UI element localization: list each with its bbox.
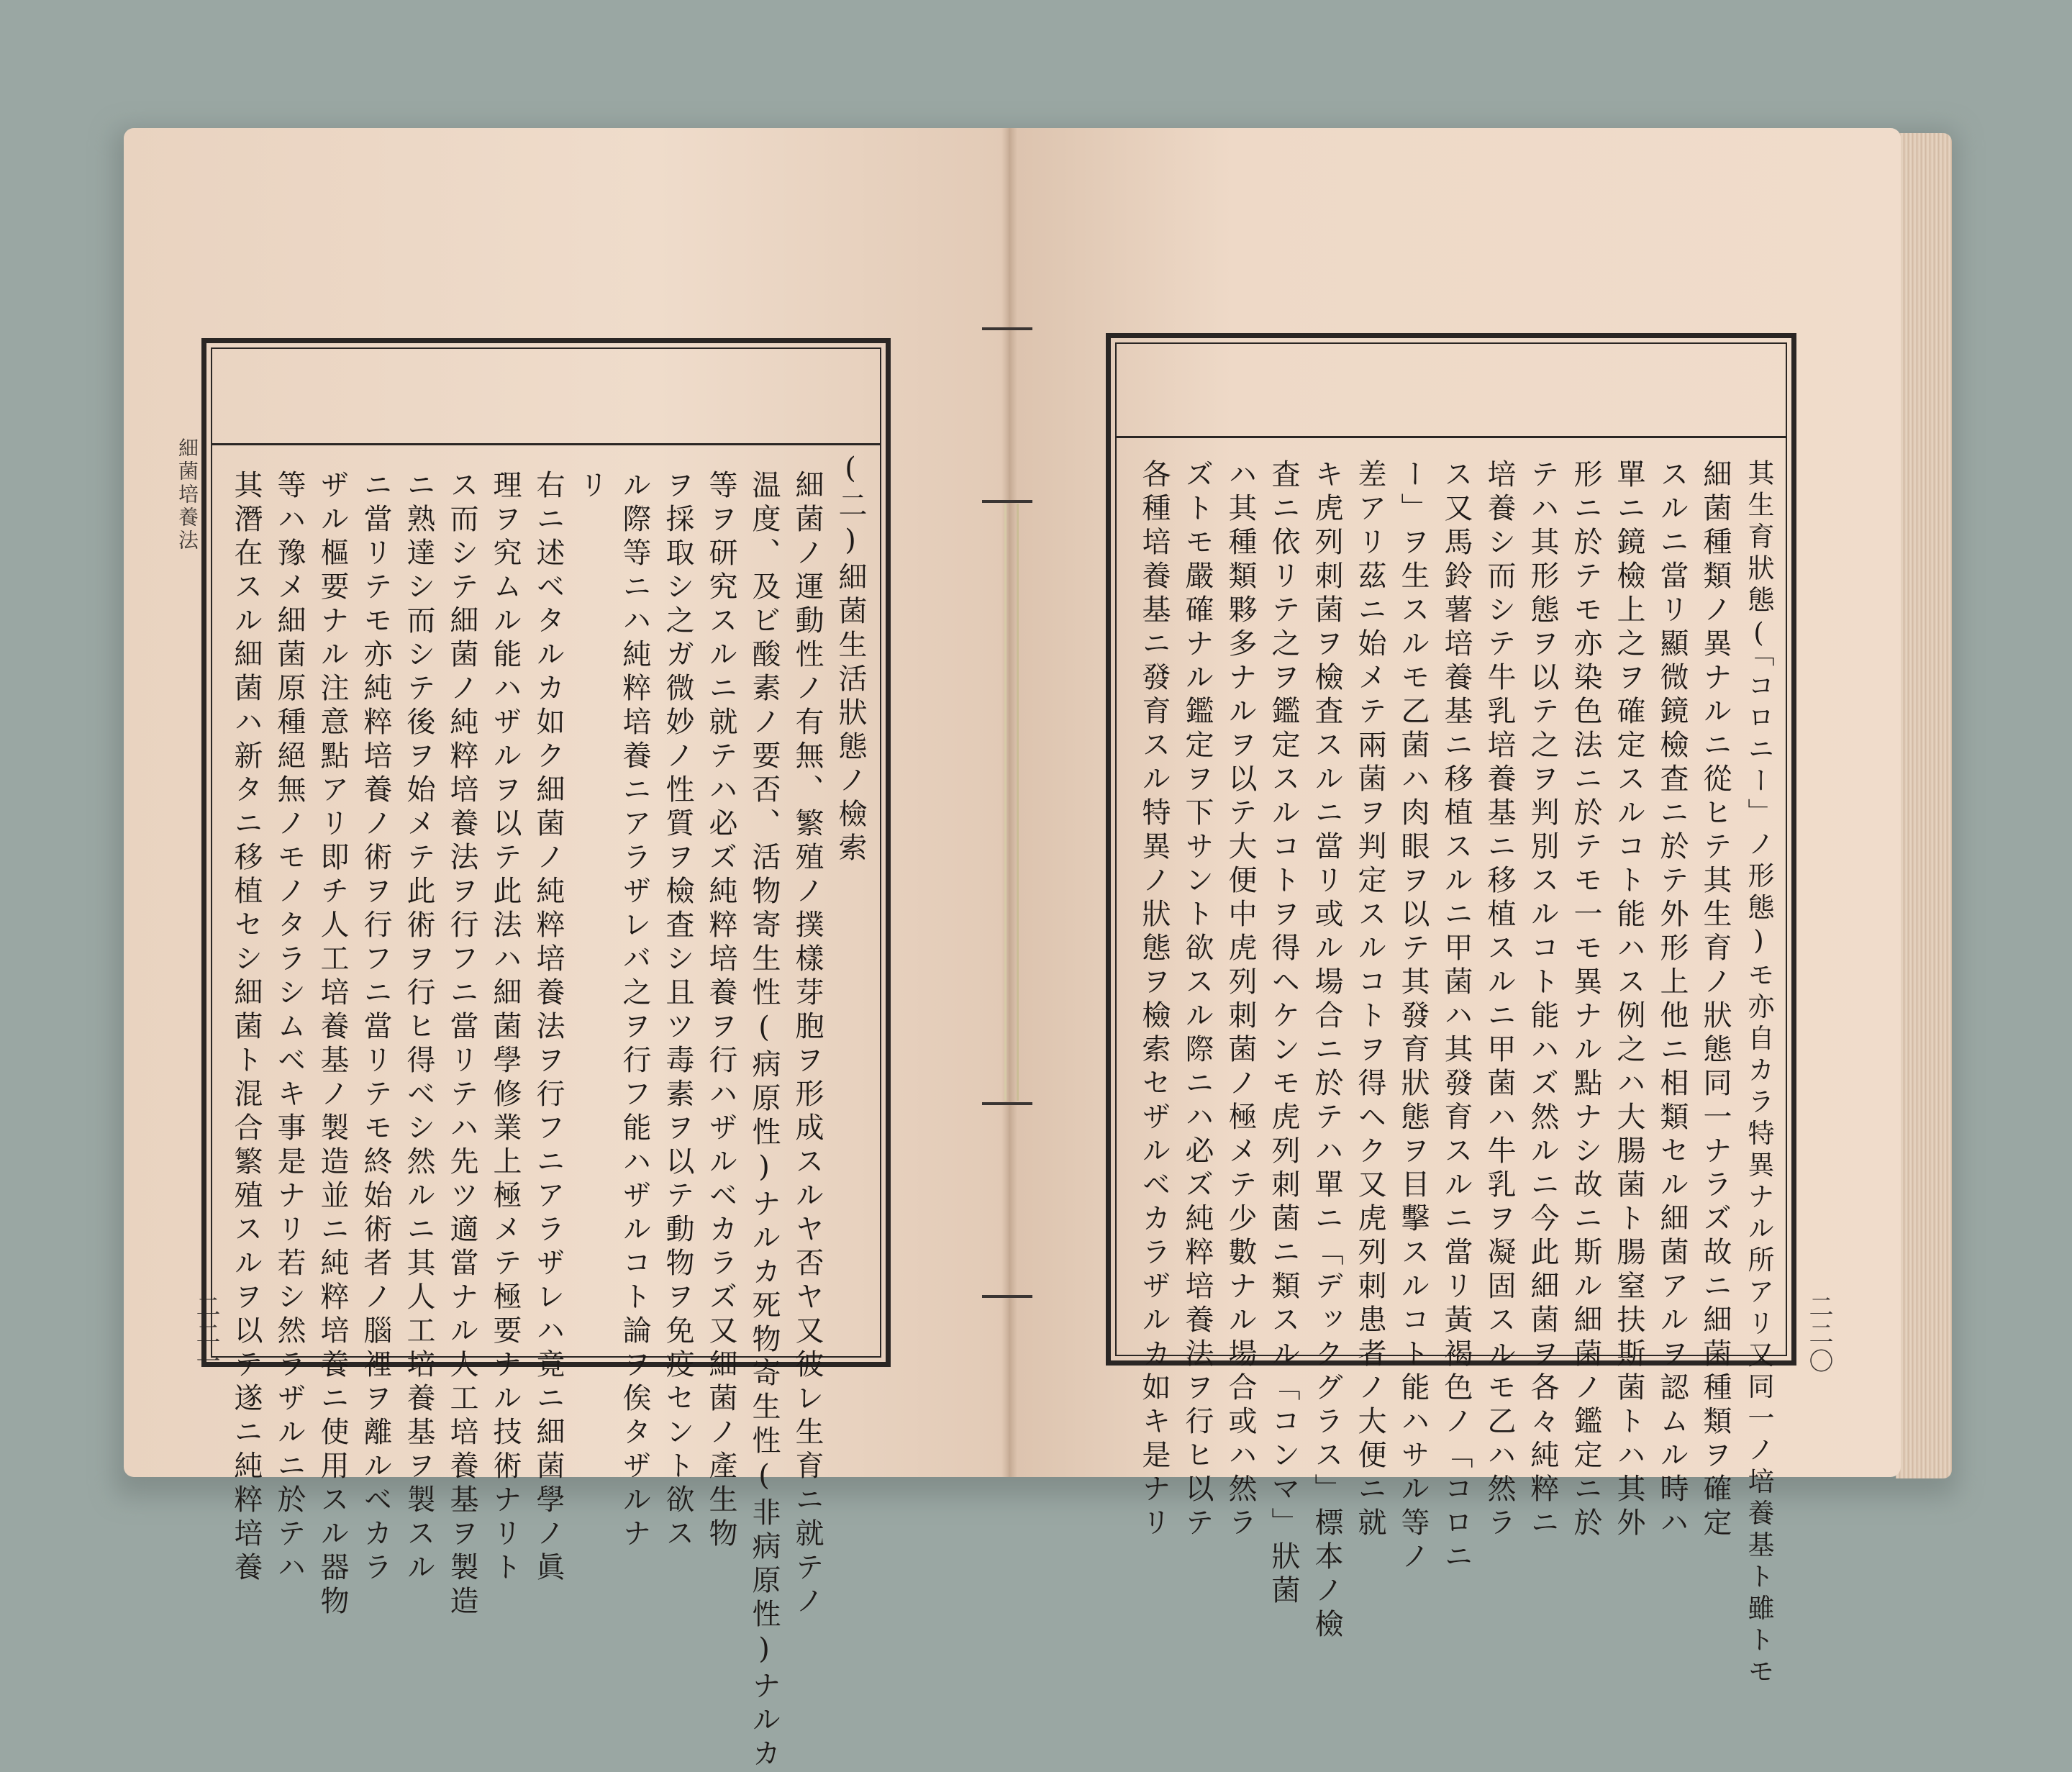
left-col-5: ヲ採取シ之ガ微妙ノ性質ヲ檢査シ且ツ毒素ヲ以テ動物ヲ免疫セント欲ス — [661, 470, 694, 1552]
right-col-15: 各種培養基ニ發育スル特異ノ狀態ヲ檢索セザルベカラザルカ如キ是ナリ — [1137, 459, 1171, 1541]
left-col-3: 温度、及ビ酸素ノ要否、活物寄生性(病原性)ナルカ死物寄生性(非病原性)ナルカ — [748, 470, 781, 1772]
right-col-10: 差アリ茲ニ始メテ兩菌ヲ判定スルコトヲ得ヘク又虎列刺患者ノ大便ニ就 — [1353, 459, 1386, 1541]
right-page-number: 二二〇 — [1804, 1294, 1833, 1376]
right-col-3: スルニ當リ顯微鏡檢査ニ於テ外形上他ニ相類セル細菌アルヲ認ムル時ハ — [1655, 459, 1689, 1541]
right-col-12: 査ニ依リテ之ヲ鑑定スルコトヲ得ヘケンモ虎列刺菌ニ類スル「コンマ」狀菌 — [1267, 459, 1300, 1609]
right-col-4: 單ニ鏡檢上之ヲ確定スルコト能ハス例之ハ大腸菌ト腸窒扶斯菌トハ其外 — [1612, 459, 1645, 1541]
left-col-6: ル際等ニハ純粹培養ニアラザレバ之ヲ行フ能ハザルコト論ヲ俟タザルナ — [618, 470, 651, 1552]
left-col-15: 其潛在スル細菌ハ新タニ移植セシ細菌ト混合繁殖スルヲ以テ遂ニ純粹培養 — [230, 470, 263, 1586]
right-col-1: 其生育狀態(「コロニー」ノ形態)モ亦自カラ特異ナル所アリ又同一ノ培養基ト雖トモ — [1743, 459, 1774, 1689]
binding-stitch — [982, 1295, 1032, 1298]
left-col-9: 理ヲ究ムル能ハザルヲ以テ此法ハ細菌學修業上極メテ極要ナル技術ナリト — [489, 470, 522, 1586]
page-edges — [1896, 133, 1952, 1478]
right-col-8: ス又馬鈴薯培養基ニ移植スルニ甲菌ハ其發育スルニ當リ黃褐色ノ「コロニ — [1440, 459, 1473, 1575]
left-page-number: 二二一 — [191, 1294, 220, 1376]
binding-thread — [1004, 504, 1019, 1101]
right-page — [1009, 128, 1901, 1689]
left-col-4: 等ヲ研究スルニ就テハ必ズ純粹培養ヲ行ハザルベカラズ又細菌ノ產生物 — [704, 470, 737, 1552]
left-col-12: ニ當リテモ亦純粹培養ノ術ヲ行フニ當リテモ終始術者ノ腦裡ヲ離ルベカラ — [359, 470, 392, 1586]
right-col-2: 細菌種類ノ異ナルニ從ヒテ其生育ノ狀態同一ナラズ故ニ細菌種類ヲ確定 — [1699, 459, 1732, 1541]
left-col-10: ス而シテ細菌ノ純粹培養法ヲ行フニ當リテハ先ツ適當ナル人工培養基ヲ製造 — [445, 470, 478, 1619]
left-head-rule — [212, 443, 881, 445]
right-col-9: ー」ヲ生スルモ乙菌ハ肉眼ヲ以テ其發育狀態ヲ目擊スルコト能ハサル等ノ — [1396, 459, 1430, 1575]
binding-stitch — [982, 1102, 1032, 1105]
left-col-8: 右ニ述ベタルカ如ク細菌ノ純粹培養法ヲ行フニアラザレハ竟ニ細菌學ノ眞 — [532, 470, 565, 1586]
left-page — [124, 128, 1009, 1772]
right-head-rule — [1117, 436, 1786, 438]
binding-stitch — [982, 500, 1032, 503]
left-col-13: ザル樞要ナル注意點アリ即チ人工培養基ノ製造並ニ純粹培養ニ使用スル器物 — [316, 470, 349, 1619]
right-col-6: テハ其形態ヲ以テ之ヲ判別スルコト能ハズ然ルニ今此細菌ヲ各々純粹ニ — [1526, 459, 1559, 1541]
right-col-11: キ虎列刺菌ヲ檢査スルニ當リ或ル場合ニ於テハ單ニ「デックグラス」標本ノ檢 — [1310, 459, 1343, 1642]
left-col-2: 細菌ノ運動性ノ有無、繁殖ノ撲樣芽胞ヲ形成スルヤ否ヤ又彼レ生育ニ就テノ — [791, 470, 824, 1619]
left-heading-col: (二)細菌生活狀態ノ檢索 — [834, 452, 867, 866]
right-col-13: ハ其種類夥多ナルヲ以テ大便中虎列刺菌ノ極メテ少數ナル場合或ハ然ラ — [1224, 459, 1257, 1541]
right-col-7: 培養シ而シテ牛乳培養基ニ移植スルニ甲菌ハ牛乳ヲ凝固スルモ乙ハ然ラ — [1483, 459, 1516, 1541]
left-col-14: 等ハ豫メ細菌原種絕無ノモノタラシムベキ事是ナリ若シ然ラザルニ於テハ — [273, 470, 306, 1586]
binding-stitch — [982, 327, 1032, 330]
right-col-5: 形ニ於テモ亦染色法ニ於テモ一モ異ナル點ナシ故ニ斯ル細菌ノ鑑定ニ於 — [1569, 459, 1602, 1541]
left-col-7: リ — [575, 470, 608, 504]
right-col-14: ズトモ嚴確ナル鑑定ヲ下サント欲スル際ニハ必ズ純粹培養法ヲ行ヒ以テ — [1181, 459, 1214, 1541]
running-head: 細菌培養法 — [176, 437, 199, 553]
left-col-11: ニ熟達シ而シテ後ヲ始メテ此術ヲ行ヒ得ベシ然ルニ其人工培養基ヲ製スル — [402, 470, 435, 1586]
